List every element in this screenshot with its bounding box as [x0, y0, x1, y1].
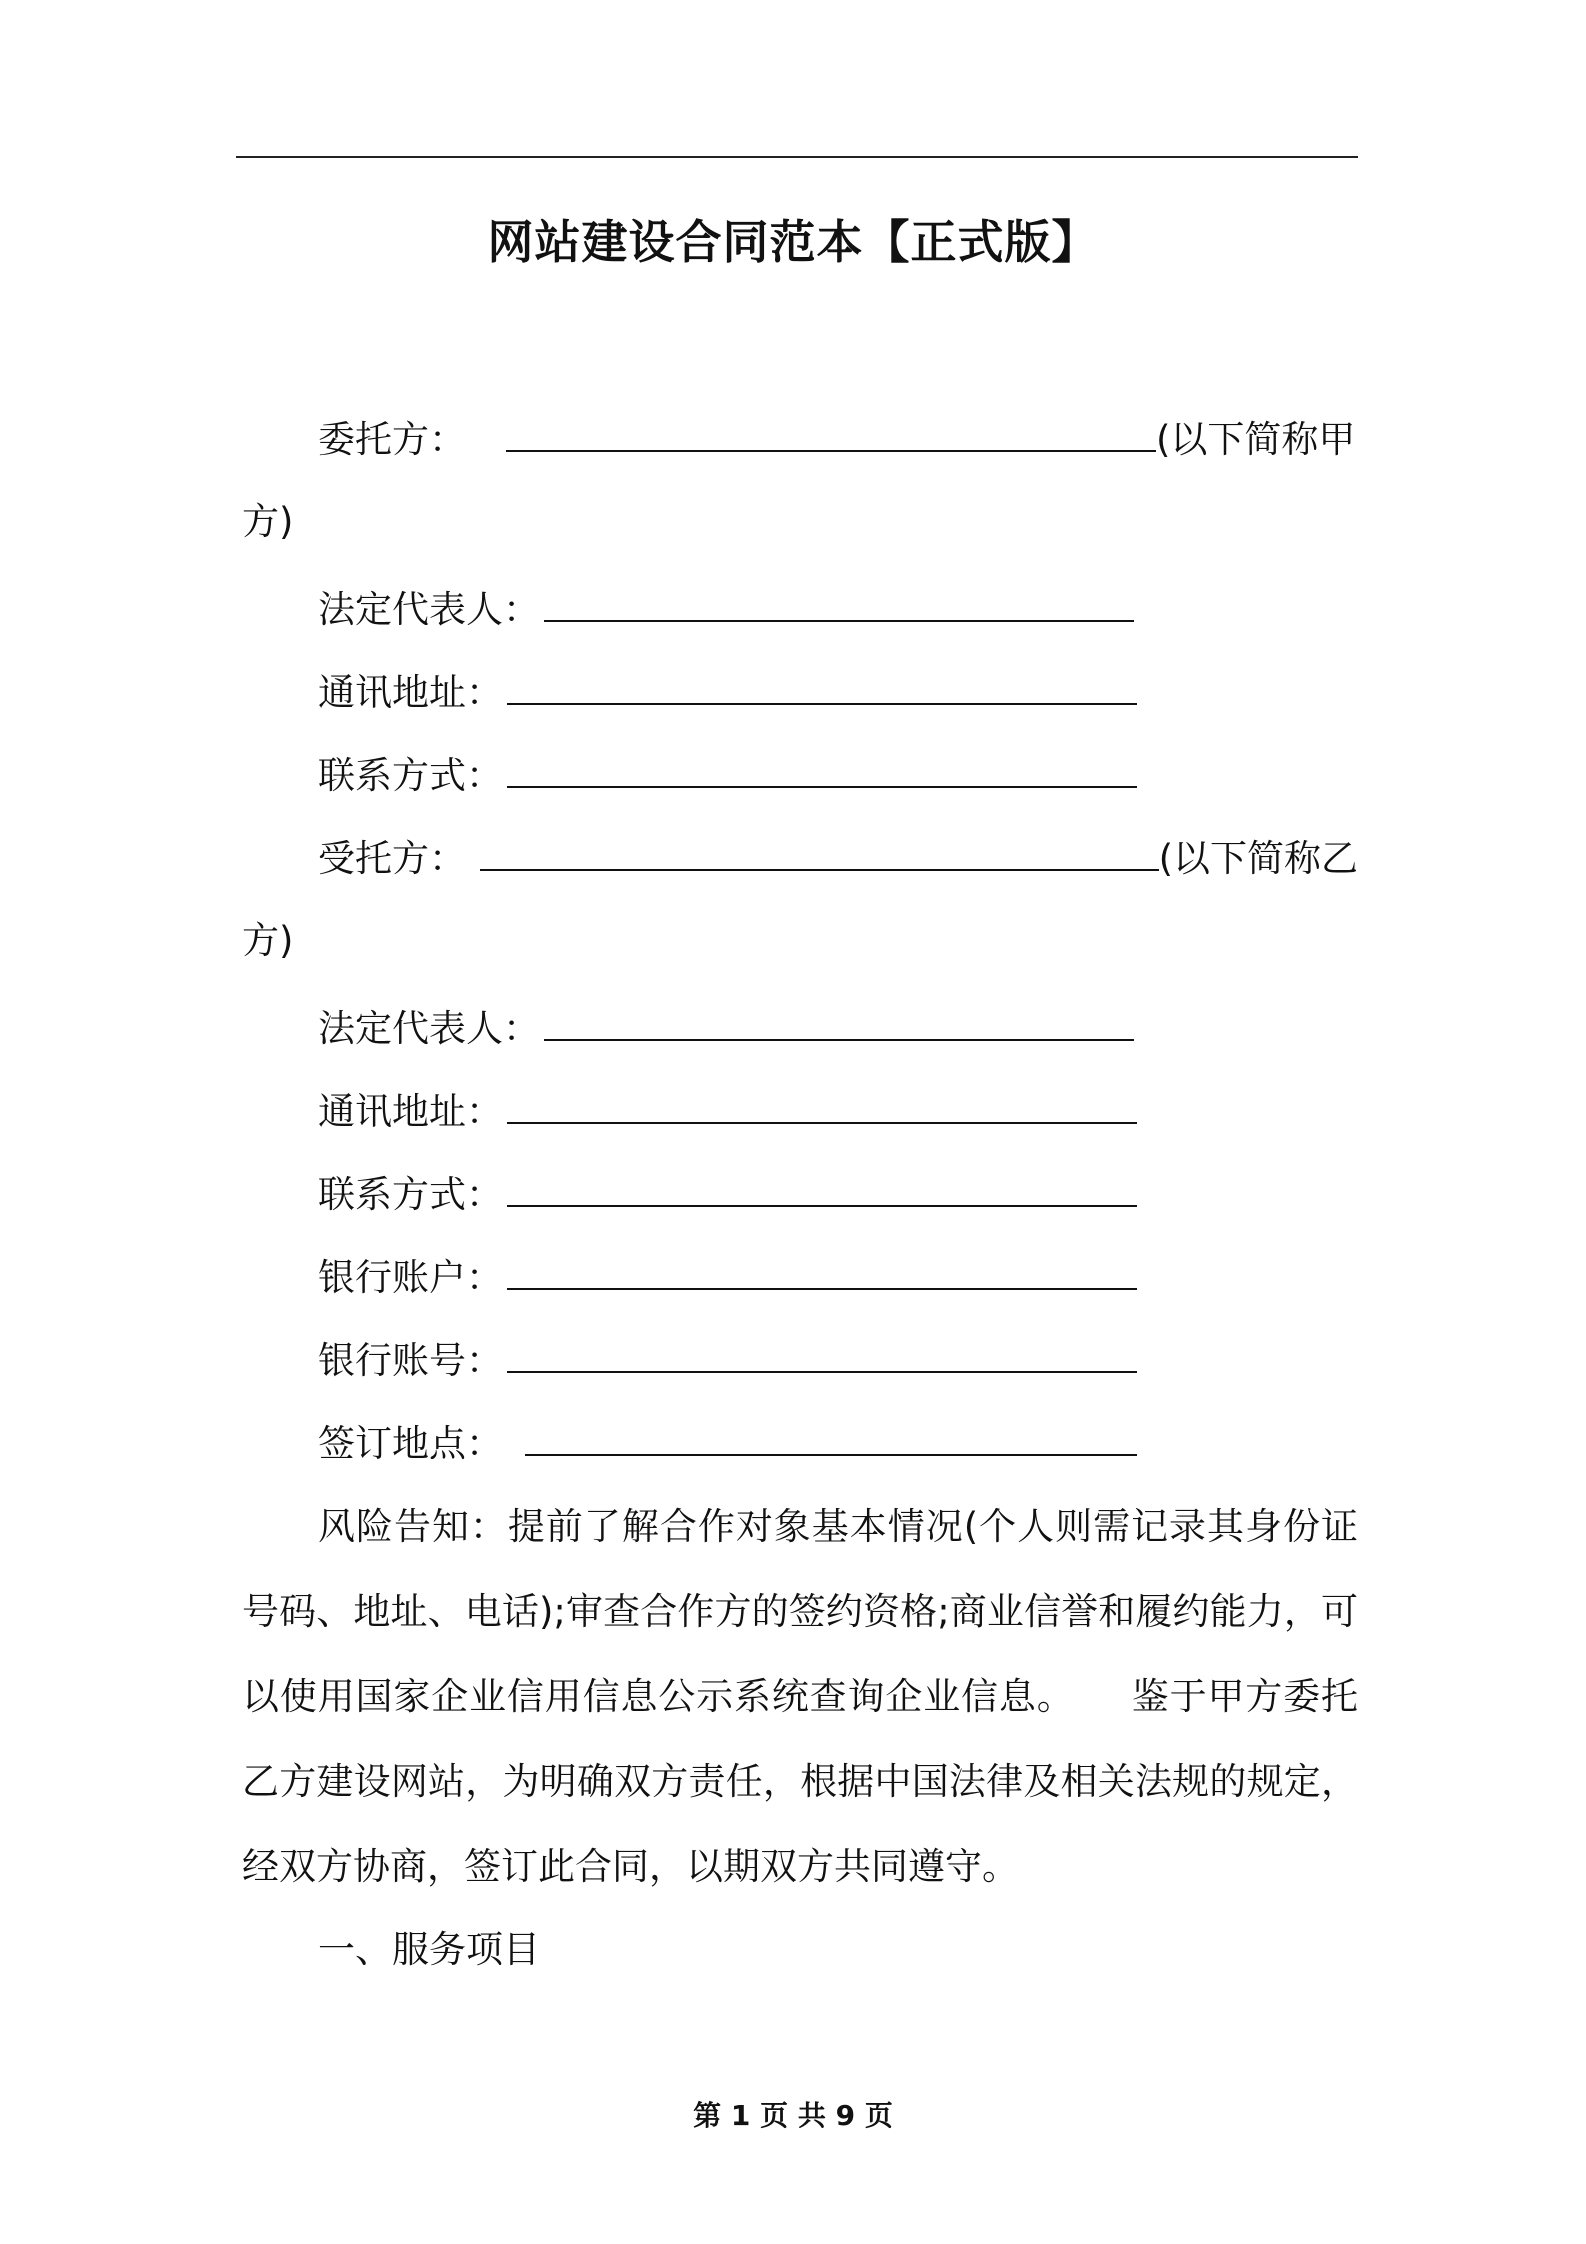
- contact-blank[interactable]: [507, 1173, 1137, 1207]
- legal-rep-blank[interactable]: [544, 588, 1134, 622]
- party-a-address-row: [318, 668, 1137, 718]
- party-b-continuation: 方): [242, 919, 294, 962]
- field-label: 通讯地址：: [318, 671, 503, 714]
- address-blank[interactable]: [507, 1090, 1137, 1124]
- field-label: 通讯地址：: [318, 1090, 503, 1133]
- field-label: 银行账户：: [318, 1256, 503, 1299]
- field-label: 银行账号：: [318, 1339, 503, 1382]
- bank-number-blank[interactable]: [507, 1339, 1137, 1373]
- paragraph-line-2: 号码、地址、电话);审查合作方的签约资格;商业信誉和履约能力，可: [242, 1590, 1358, 1633]
- paragraph-line-5: 经双方协商，签订此合同，以期双方共同遵守。: [242, 1845, 1019, 1888]
- party-b-bank-account-row: [318, 1253, 1137, 1303]
- document-title: 网站建设合同范本【正式版】: [487, 215, 1099, 269]
- paragraph-line-3: 以使用国家企业信用信息公示系统查询企业信息。 鉴于甲方委托: [242, 1675, 1358, 1718]
- party-b-bank-number-row: [318, 1336, 1137, 1386]
- party-a-contact-row: [318, 751, 1137, 801]
- signing-place-blank[interactable]: [525, 1422, 1137, 1456]
- party-a-row: [318, 415, 1358, 465]
- party-b-signing-place-row: [318, 1419, 1137, 1469]
- field-label: 法定代表人：: [318, 588, 540, 631]
- field-label: 签订地点：: [318, 1422, 503, 1465]
- party-b-label: 受托方：: [318, 837, 466, 880]
- header-rule: [236, 156, 1358, 158]
- party-a-continuation: 方): [242, 500, 294, 543]
- party-b-legal-rep-row: [318, 1004, 1134, 1054]
- field-label: 联系方式：: [318, 1173, 503, 1216]
- party-b-blank[interactable]: [480, 837, 1159, 871]
- paragraph-line-4: 乙方建设网站，为明确双方责任，根据中国法律及相关法规的规定，: [242, 1760, 1358, 1803]
- party-a-suffix: (以下简称甲: [1156, 418, 1356, 461]
- party-b-row: [318, 834, 1358, 884]
- address-blank[interactable]: [507, 671, 1137, 705]
- party-a-blank[interactable]: [506, 418, 1156, 452]
- page-footer: 第 1 页 共 9 页: [693, 2099, 893, 2132]
- party-b-address-row: [318, 1087, 1137, 1137]
- bank-account-blank[interactable]: [507, 1256, 1137, 1290]
- party-b-suffix: (以下简称乙: [1158, 837, 1358, 880]
- contact-blank[interactable]: [507, 754, 1137, 788]
- section-heading-1: 一、服务项目: [318, 1928, 540, 1971]
- party-b-contact-row: [318, 1170, 1137, 1220]
- field-label: 联系方式：: [318, 754, 503, 797]
- party-a-legal-rep-row: [318, 585, 1134, 635]
- party-a-label: 委托方：: [318, 418, 466, 461]
- paragraph-line-1: 风险告知：提前了解合作对象基本情况(个人则需记录其身份证: [318, 1505, 1358, 1548]
- field-label: 法定代表人：: [318, 1007, 540, 1050]
- legal-rep-blank[interactable]: [544, 1007, 1134, 1041]
